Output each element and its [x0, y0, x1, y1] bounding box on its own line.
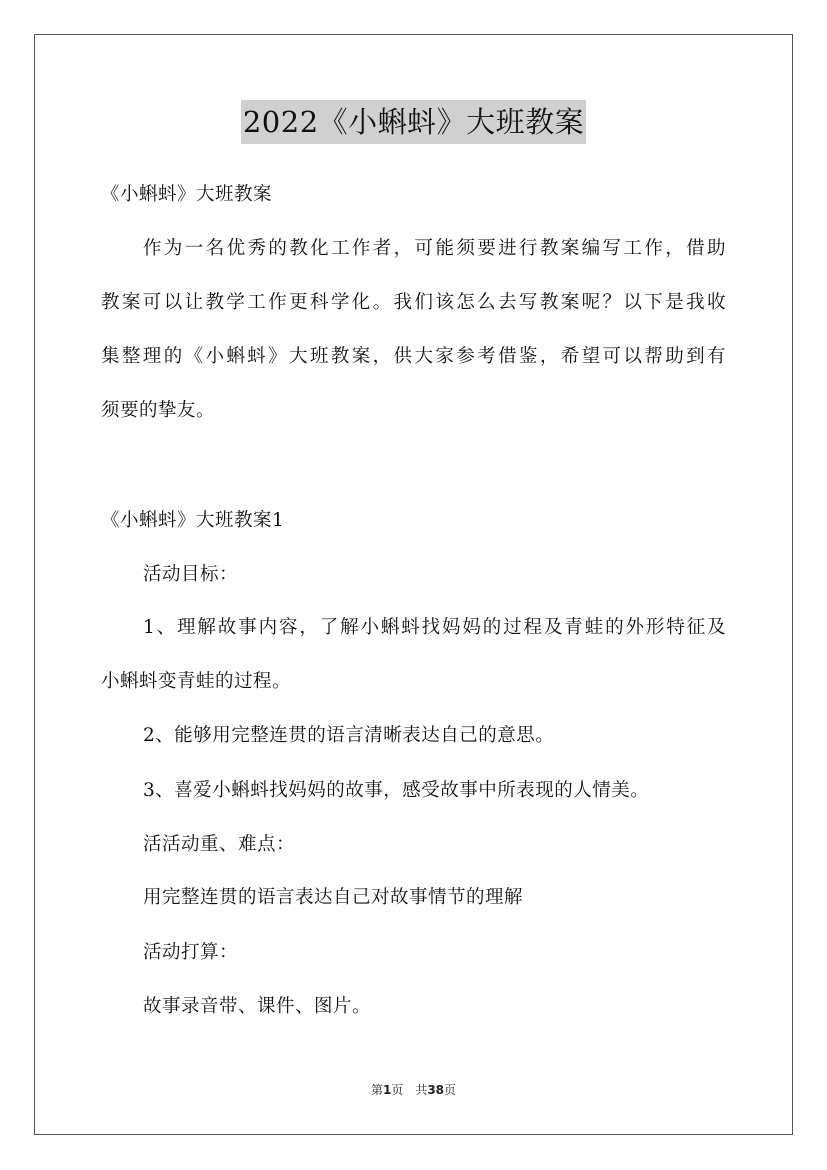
title-wrap [0, 100, 827, 144]
goal-2: 2、能够用完整连贯的语言清晰表达自己的意思。 [143, 725, 555, 746]
intro-line-3: 集整理的《小蝌蚪》大班教案，供大家参考借鉴，希望可以帮助到有 [101, 346, 726, 367]
intro-line-1: 作为一名优秀的教化工作者，可能须要进行教案编写工作，借助 [143, 238, 726, 259]
key-points-label: 活活动重、难点： [143, 834, 296, 855]
footer-page-prefix: 第 [370, 1083, 383, 1097]
intro-line-4: 须要的挚友。 [101, 400, 216, 421]
intro-line-2: 教案可以让教学工作更科学化。我们该怎么去写教案呢？以下是我收 [101, 292, 726, 313]
goal-1-line-2: 小蝌蚪变青蛙的过程。 [101, 671, 292, 692]
subtitle: 《小蝌蚪》大班教案 [101, 184, 273, 205]
footer-page-current: 1 [382, 1083, 392, 1097]
page-footer [0, 1082, 827, 1098]
key-points-text: 用完整连贯的语言表达自己对故事情节的理解 [143, 887, 524, 908]
goal-1-line-1: 1、理解故事内容，了解小蝌蚪找妈妈的过程及青蛙的外形特征及 [143, 617, 726, 638]
prep-text: 故事录音带、课件、图片。 [143, 996, 372, 1017]
prep-label: 活动打算： [143, 942, 239, 963]
footer-page-total: 38 [427, 1083, 445, 1097]
footer-page-mid: 页 共 [391, 1083, 428, 1097]
goal-label: 活动目标： [143, 564, 239, 585]
document-title: 2022《小蝌蚪》大班教案 [241, 100, 586, 144]
footer-page-suffix: 页 [444, 1083, 457, 1097]
section-heading: 《小蝌蚪》大班教案1 [101, 510, 285, 531]
goal-3: 3、喜爱小蝌蚪找妈妈的故事，感受故事中所表现的人情美。 [143, 780, 650, 801]
